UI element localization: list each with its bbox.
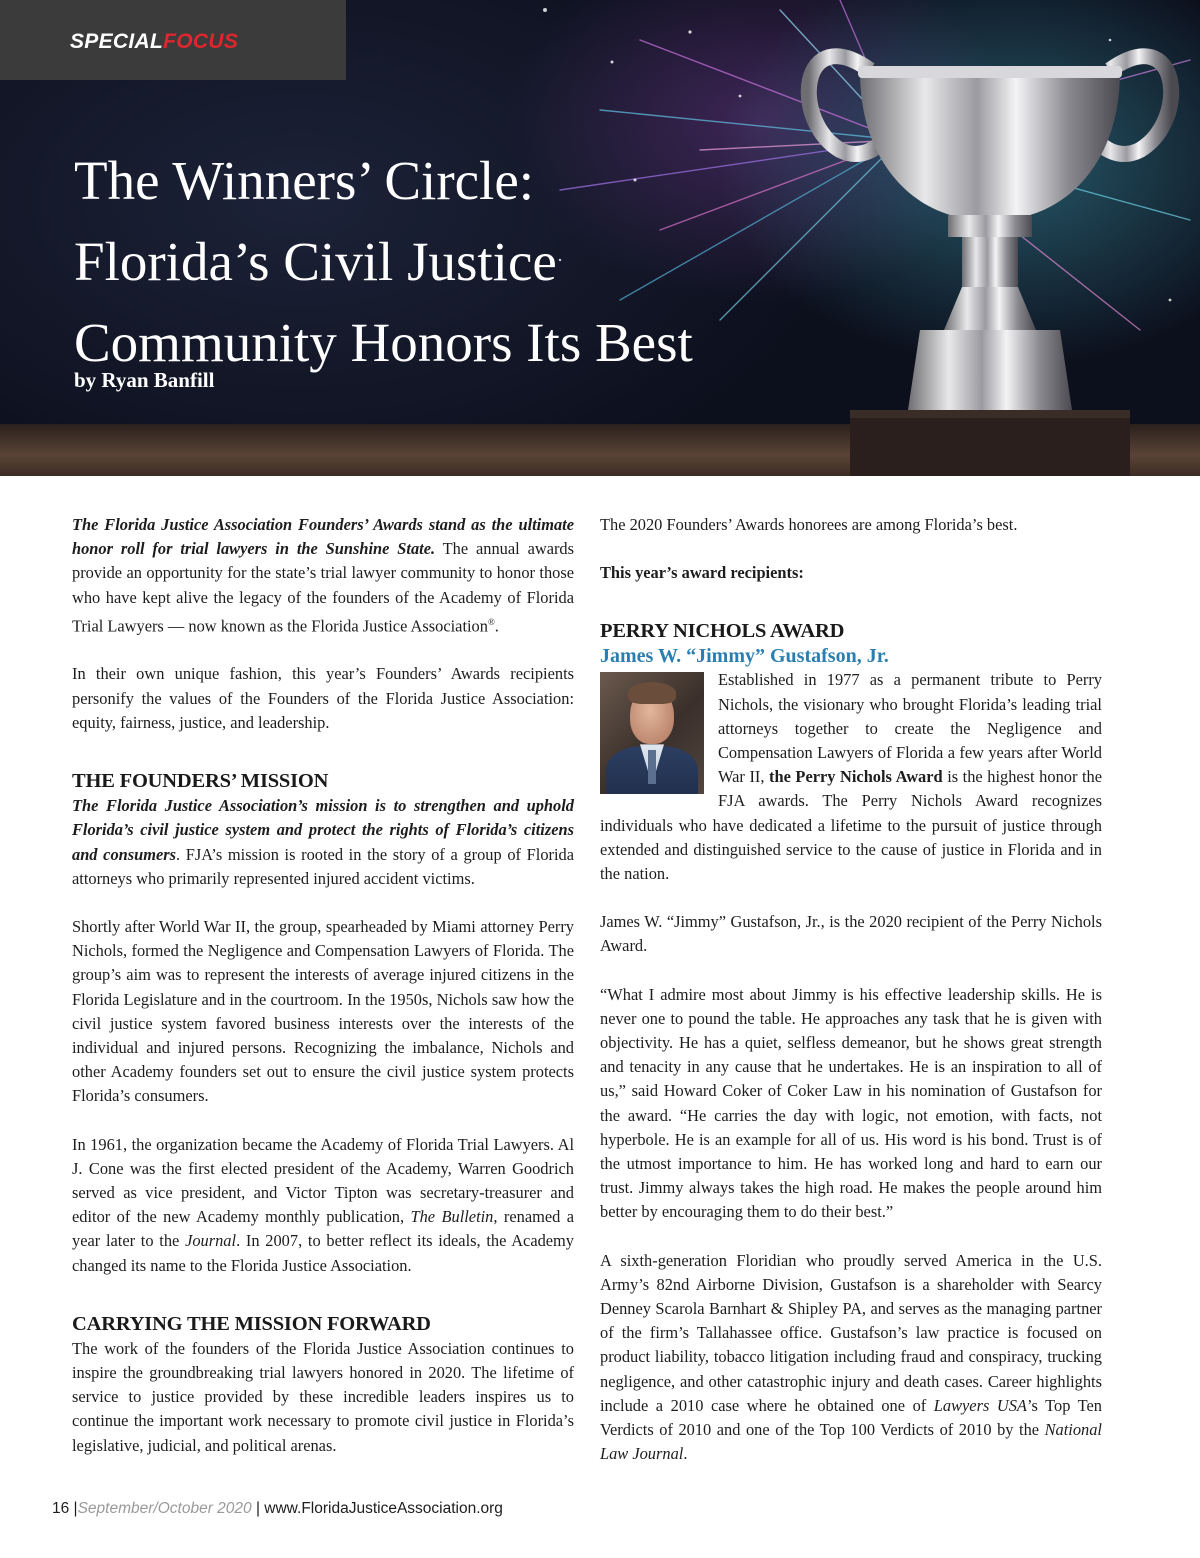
left-column [72,513,574,1482]
footer-separator: | [69,1500,78,1517]
recipient-photo [600,672,704,794]
award-text-c: is the highest honor the FJA awards. The Perry Nichols Award recognizes individuals who have dedicated a lifetime to the pursuit of justice through extended and distinguished service to the cause of justice in Florida and in the nation. [600,767,1102,884]
mission-text: . FJA’s mission is rooted in the story of a group of Florida attorneys who primarily represented injured accident victims. [72,844,575,888]
intro-paragraph [72,513,574,638]
recipients-heading [600,561,1102,585]
recipients-label: This year’s award recipients: [600,563,804,583]
journal-title: Journal [185,1231,237,1251]
lawyers-usa-title: Lawyers USA [933,1395,1027,1415]
title-line-3: Community Honors Its Best [74,312,693,373]
section-label-focus: FOCUS [163,30,239,53]
values-paragraph: In their own unique fashion, this year’s Founders’ Awards recipients personify the values of the Founders of the Florida Justice Association: equity, fairness, justice, and leadership. [72,664,574,732]
award-paragraph [600,668,1102,886]
bio-text-b: ’s Top Ten Verdicts of 2010 and one of the Top 100 Verdicts of 2010 by the [600,1395,1102,1440]
issue-date: September/October 2020 [77,1500,252,1517]
heading-carrying-mission: CARRYING THE MISSION FORWARD [72,1312,431,1335]
bio-text-a: A sixth-generation Floridian who proudly served America in the U.S. Army’s 82nd Airborne Division, Gustafson is a shareholder with Searcy Denney Scarola Barnhart & Shipley PA, and serves as the managing partner of the firm’s Tallahassee office. Gustafson’s law practice is focused on product liability, tobacco litigation including fraud and conspiracy, trucking negligence, and other catastrophic injury and death cases. Career highlights include a 2010 case where he obtained one of [600,1250,1102,1415]
footer-separator-2: | [251,1500,265,1517]
bio-text-c: . [683,1444,688,1464]
honorees-paragraph: The 2020 Founders’ Awards honorees are among Florida’s best. [600,515,1018,534]
heading-founders-mission: THE FOUNDERS’ MISSION [72,770,329,793]
hero-banner [0,0,1200,476]
byline: by Ryan Banfill [74,368,215,392]
article-title [74,140,874,383]
title-line-1: The Winners’ Circle: [74,150,535,211]
recipient-paragraph: James W. “Jimmy” Gustafson, Jr., is the 2020 recipient of the Perry Nichols Award. [600,912,1102,956]
intro-end: . [494,616,499,636]
bio-paragraph [600,1249,1102,1467]
registered-mark: ® [487,616,495,627]
academy-text-c: . In 2007, to better reflect its ideals, the Academy changed its name to the Florida Justice Association. [72,1231,575,1275]
forward-paragraph: The work of the founders of the Florida Justice Association continues to inspire the groundbreaking trial lawyers honored in 2020. The lifetime of service to justice provided by these incredible leaders inspires us to continue the important work necessary to promote civil justice in Florida’s legislative, judicial, and political arenas. [72,1338,574,1455]
mission-paragraph [72,794,574,891]
academy-paragraph [72,1133,574,1278]
national-law-journal-title: National Law Journal [600,1420,1102,1464]
section-label-special: SPECIAL [70,30,164,53]
right-column [600,513,1102,1491]
section-label [70,30,238,54]
award-name-bold: the Perry Nichols Award [769,767,943,787]
award-text-a: Established in 1977 as a permanent tribute to Perry Nichols, the visionary who brought Florida’s leading trial attorneys together to create the Negligence and Compensation Lawyers of Florida a few years after World War II, [718,670,1102,787]
quote-paragraph: “What I admire most about Jimmy is his effective leadership skills. He is never one to pound the table. He approaches any task that he is given with objectivity. He has a quiet, selfless demeanor, but he shows great strength and tenacity in any cause that he undertakes. He is an inspiration to all of us,” said Howard Coker of Coker Law in his nomination of Gustafson for the award. “He carries the day with logic, not emotion, with facts, not hyperbole. He is an example for all of us. His word is his bond. Trust is of the utmost importance to him. He has worked long and hard to earn our trust. Jimmy always takes the high road. He makes the people around him better by encouraging them to do their best.” [600,984,1102,1222]
title-line-2: Florida’s Civil Justice [74,231,557,292]
intro-lead: The Florida Justice Association Founders’ Awards stand as the ultimate honor roll for trial lawyers in the Sunshine State. [72,515,574,559]
website-link[interactable]: www.FloridaJusticeAssociation.org [264,1500,503,1517]
bulletin-title: The Bulletin [410,1207,494,1227]
section-label-box [0,0,346,80]
intro-text: The annual awards provide an opportunity for the state’s trial lawyer community to honor those who have kept alive the legacy of the founders of the Academy of Florida Trial Lawyers — now known as the Florida Justice Association [72,539,574,636]
page-number: 16 [52,1500,70,1517]
page-footer [52,1500,503,1518]
history-paragraph: Shortly after World War II, the group, spearheaded by Miami attorney Perry Nichols, formed the Negligence and Compensation Lawyers of Florida. The group’s aim was to represent the interests of average injured citizens in the Florida Legislature and in the courtroom. In the 1950s, Nichols saw how the civil justice system favored business interests over the interests of the individual and injured persons. Recognizing the imbalance, Nichols and other Academy founders set out to ensure the civil justice system protects Florida’s consumers. [72,916,574,1106]
mission-lead: The Florida Justice Association’s mission is to strengthen and uphold Florida’s civil justice system and protect the rights of Florida’s citizens and consumers [72,796,574,864]
academy-text-b: , renamed a year later to the [72,1207,575,1251]
heading-perry-nichols-award: PERRY NICHOLS AWARD [600,620,845,643]
academy-text-a: In 1961, the organization became the Academy of Florida Trial Lawyers. Al J. Cone was the first elected president of the Academy, Warren Goodrich served as vice president, and Victor Tipton was secretary-treasurer and editor of the new Academy monthly publication, [72,1134,574,1227]
recipient-name: James W. “Jimmy” Gustafson, Jr. [600,645,889,668]
